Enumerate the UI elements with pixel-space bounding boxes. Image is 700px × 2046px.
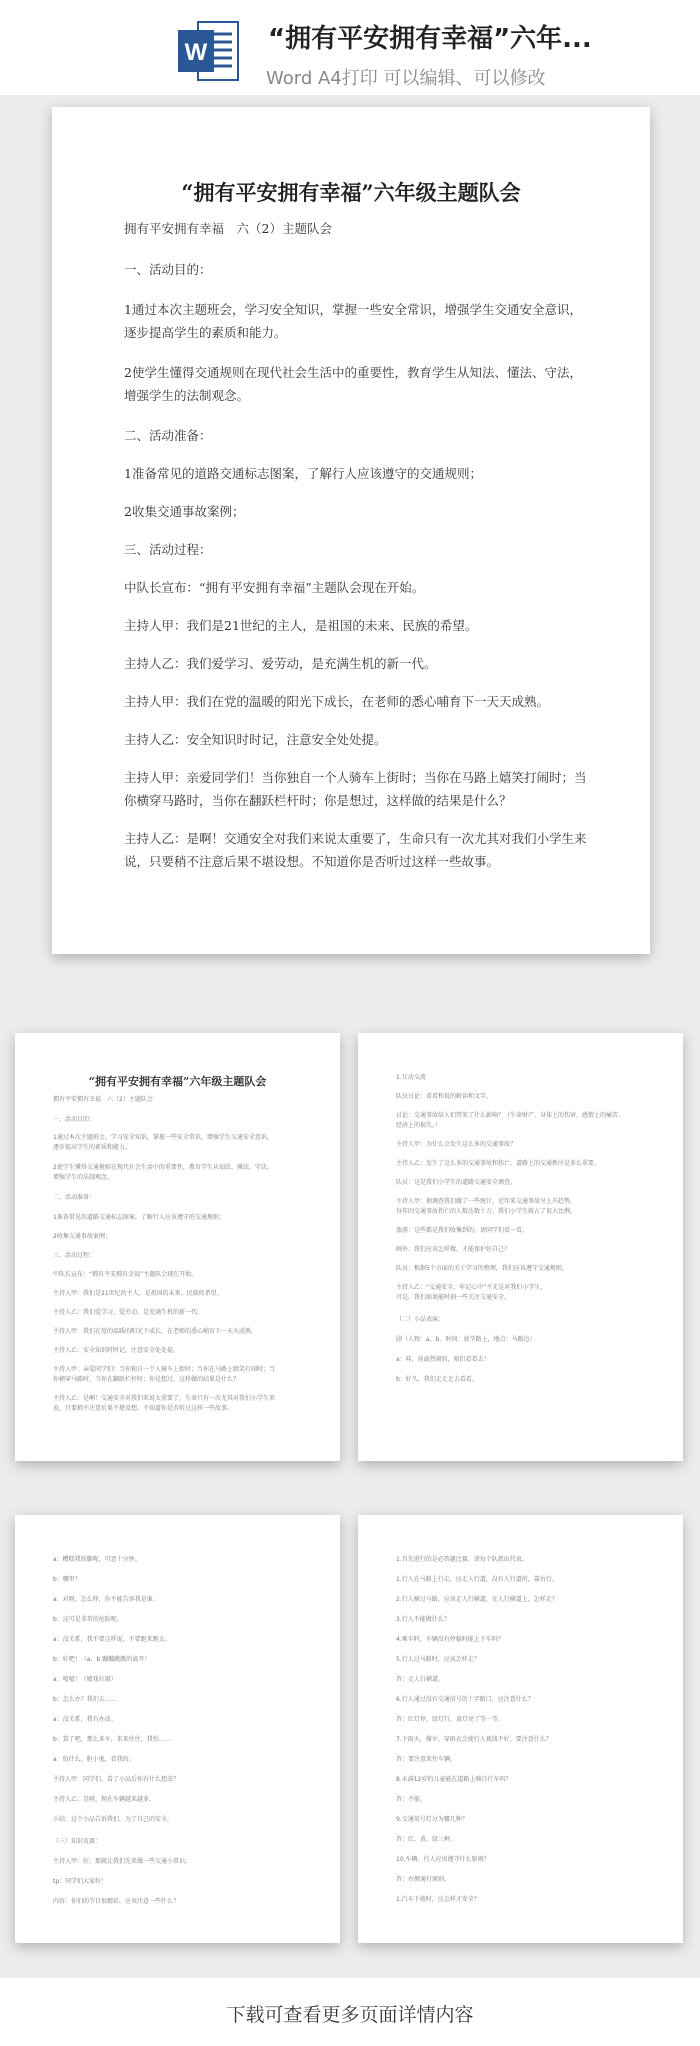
preview-line: 讨论：交通事故给人们带来了什么影响？（生命财产、身体上的伤害、感情上的痛苦、 <box>396 1112 625 1119</box>
preview-line: 6.行人通过没有交通信号的十字路口，应注意什么？ <box>396 1696 534 1703</box>
preview-title: “拥有平安拥有幸福”六年级主题队会 <box>88 1075 267 1088</box>
preview-line: 9.交通信号灯分为哪几种？ <box>396 1816 468 1823</box>
document-line: 拥有平安拥有幸福 六（2）主题队会 <box>124 221 332 236</box>
preview-line: a：怕什么，胆小鬼，看我的。 <box>53 1756 135 1763</box>
preview-line: 答：右侧通行原则。 <box>396 1876 451 1883</box>
preview-line: 答：红、黄、绿三种。 <box>396 1836 457 1843</box>
footer <box>0 1978 700 2046</box>
preview-line: 旅游：这些都是我们收集到的，请同学们看一看。 <box>396 1227 529 1234</box>
document-line: 2使学生懂得交通规则在现代社会生活中的重要性，教育学生从知法、懂法、守法， <box>124 365 582 380</box>
document-line: 主持人乙：安全知识时时记，注意安全处处提。 <box>124 732 387 747</box>
document-line: 说，只要稍不注意后果不堪设想。不知道你是否听过这样一些故事。 <box>124 854 500 869</box>
preview-line: b：算了吧，那么多车，来来往往，我怕…… <box>53 1736 171 1743</box>
preview-page-4[interactable] <box>358 1515 683 1943</box>
preview-line: b：怎么办？我们去…… <box>53 1696 117 1703</box>
preview-line: 队员讨论：看看和说的解读和文字。 <box>396 1093 493 1100</box>
preview-line: 2收集交通事故案例； <box>53 1233 111 1240</box>
preview-line: 队员：这是我们小学生的道路交通安全调查。 <box>396 1179 517 1186</box>
preview-line: 1.汽车下坡时，应怎样才安全？ <box>396 1896 480 1903</box>
preview-line: 每年因交通事故伤亡的人数达数十万。我们小学生就占了很大比例。 <box>396 1208 577 1215</box>
document-line: 2收集交通事故案例； <box>124 504 245 519</box>
preview-line: 经济上的损失。） <box>396 1122 442 1129</box>
preview-line: 4.乘车时，车辆没有停稳时能上下车吗？ <box>396 1636 504 1643</box>
preview-line: 5.行人过马路时，应该怎样走？ <box>396 1656 480 1663</box>
preview-line: 答：红灯停，绿灯行，黄灯亮了等一等。 <box>396 1716 505 1723</box>
preview-line: 主持人乙：是啊！交通安全对我们来说太重要了，生命只有一次尤其对我们小学生来 <box>53 1395 276 1402</box>
preview-line: a：没关系，我有办法。 <box>53 1716 117 1723</box>
preview-line: 答：要注意来往车辆。 <box>396 1756 457 1763</box>
preview-line: 主持人甲：我们在党的温暖的阳光下成长，在老师的悉心哺育下一天天成熟。 <box>53 1328 258 1335</box>
preview-line: tp：同学们大家好！ <box>53 1878 108 1885</box>
document-line: 中队长宣布：“拥有平安拥有幸福”主题队会现在开始。 <box>124 580 425 595</box>
preview-line: 主持人乙：安全知识时时记，注意安全处处提。 <box>53 1347 180 1354</box>
document-line: 二、活动准备： <box>124 428 212 443</box>
preview-line: （三）知识竞赛： <box>53 1838 102 1845</box>
document-line: 1通过本次主题班会，学习安全知识，掌握一些安全常识，增强学生交通安全意识， <box>124 302 582 317</box>
preview-line: 逐步提高学生的素质和能力。 <box>53 1144 132 1151</box>
document-line: 主持人甲：我们是21世纪的主人，是祖国的未来、民族的希望。 <box>124 618 478 633</box>
preview-page-1[interactable] <box>15 1033 340 1461</box>
preview-line: 说，只要稍不注意后果不堪设想。不知道你是否听过这样一些故事。 <box>53 1405 234 1412</box>
document-line: 三、活动过程： <box>124 542 212 557</box>
document-line: 主持人乙：我们爱学习、爱劳动，是充满生机的新一代。 <box>124 656 437 671</box>
preview-line: 1准备常见的道路交通标志图案，了解行人应该遵守的交通规则； <box>53 1214 225 1221</box>
document-page-main <box>52 107 650 954</box>
preview-line: 主持人乙：“交通安全，牢记心中”不光是对我们小学生， <box>396 1284 547 1291</box>
preview-line: 主持人乙：发生了这么多的交通事故和伤亡，道路上的交通秩序是多么重要。 <box>396 1160 601 1167</box>
preview-line: 增强学生的法制观念。 <box>53 1174 114 1181</box>
preview-line: （二）小品表演： <box>396 1316 445 1323</box>
preview-line: 8.未满12岁的儿童能在道路上骑自行车吗？ <box>396 1776 512 1783</box>
document-line: 主持人甲：亲爱同学们！当你独自一个人骑车上街时；当你在马路上嬉笑打闹时；当 <box>124 770 587 785</box>
preview-line: 2.行人横过马路，应该走人行横道，在人行横道上，怎样走？ <box>396 1596 558 1603</box>
preview-line: 1通过本次主题班会，学习安全知识，掌握一些安全常识，增强学生交通安全意识， <box>53 1134 273 1141</box>
page-title: “拥有平安拥有幸福”六年... <box>268 24 592 54</box>
preview-line: 剧（人物：a、b、时间：放学路上，地点：马路边） <box>396 1336 536 1343</box>
preview-line: b：好久，我们走走走去看看。 <box>396 1376 478 1383</box>
preview-line: 中队长宣布：“拥有平安拥有幸福”主题队会现在开始。 <box>53 1271 198 1278</box>
preview-line: b：哪里？ <box>53 1576 81 1583</box>
preview-line: 你横穿马路时，当你在翻跃栏杆时；你是想过，这样做的结果是什么？ <box>53 1376 240 1383</box>
preview-line: 1.首先进行的是必答题比赛，请每个队派出代表。 <box>396 1556 528 1563</box>
document-line: 逐步提高学生的素质和能力。 <box>124 325 287 340</box>
preview-line: 3.行人不能做什么？ <box>396 1616 450 1623</box>
page-subtitle: Word A4打印 可以编辑、可以修改 <box>266 68 546 89</box>
preview-line: 主持人甲：同学们，看了小品后你有什么想法？ <box>53 1776 180 1783</box>
preview-line: 2使学生懂得交通规则在现代社会生活中的重要性，教育学生从知法、懂法、守法， <box>53 1164 273 1171</box>
preview-line: 主持人甲：据调查我们做了一些统计，近年来交通事故呈上升趋势， <box>396 1198 577 1205</box>
preview-line: a：哇，前面热闹的，咱们看看去！ <box>396 1356 490 1363</box>
download-more-link[interactable]: 下载可查看更多页面详情内容 <box>226 2004 474 2026</box>
preview-line: 队员：根据5个方面的关于学习的整理，我们应该遵守交通规则， <box>396 1265 568 1272</box>
document-line: 你横穿马路时，当你在翻跃栏杆时；你是想过，这样做的结果是什么？ <box>124 793 512 808</box>
preview-line: 一、活动目的： <box>53 1116 96 1123</box>
preview-line: 三、活动过程： <box>53 1252 96 1259</box>
document-line: 一、活动目的： <box>124 262 212 277</box>
word-icon-letter: W <box>184 39 208 66</box>
preview-line: 7.下雨天，撑伞、穿雨衣会使行人视线不好，要注意什么？ <box>396 1736 552 1743</box>
preview-page-3[interactable] <box>15 1515 340 1943</box>
header <box>0 0 700 95</box>
preview-line: 答：走人行横道。 <box>396 1676 445 1683</box>
preview-line: 二、活动准备： <box>53 1194 96 1201</box>
preview-line: a：嘻嘻！（嬉戏打闹） <box>53 1676 117 1683</box>
document-title: “拥有平安拥有幸福”六年级主题队会 <box>181 180 521 205</box>
document-line: 增强学生的法制观念。 <box>124 388 250 403</box>
preview-line: 可是，我们如果能时刻一些关注交通安全， <box>396 1294 511 1301</box>
preview-line: 主持人乙：是呀，现在车辆越来越多， <box>53 1796 156 1803</box>
preview-line: b：好吧！（a、b 蹦蹦跳跳的离开） <box>53 1656 151 1663</box>
document-line: 主持人乙：是啊！交通安全对我们来说太重要了，生命只有一次尤其对我们小学生来 <box>124 831 587 846</box>
preview-line: 主持人甲：好，那就让我们先来做一些交通小常识。 <box>53 1858 192 1865</box>
preview-line: 主持人乙：我们爱学习、爱劳动，是充满生机的新一代。 <box>53 1309 204 1316</box>
preview-line: 1.互动交流 <box>396 1074 426 1081</box>
word-document-icon <box>176 18 240 84</box>
preview-line: 1.行人在马路上行走，应走人行道，没有人行道的，靠右行。 <box>396 1576 558 1583</box>
preview-page-2[interactable] <box>358 1033 683 1461</box>
preview-line: 10.车辆、行人应该遵守什么原则？ <box>396 1856 490 1863</box>
preview-line: 主持人甲：我们是21世纪的主人，是祖国的未来、民族的希望。 <box>53 1290 223 1297</box>
preview-line: b：这可是非常的危险呢。 <box>53 1616 123 1623</box>
preview-line: 主持人甲：亲爱同学们！当你独自一个人骑车上街时；当你在马路上嬉笑打闹时；当 <box>53 1366 276 1373</box>
preview-line: a：没关系，我不要这样说，不要跑来跑去。 <box>53 1636 171 1643</box>
preview-line: 拥有平安拥有幸福 六（2）主题队会 <box>53 1096 153 1103</box>
preview-line: 画外：我们应该怎样做，才能保护好自己？ <box>396 1246 511 1253</box>
preview-line: a：对呀，怎么样，你不能告诉我是谁。 <box>53 1596 159 1603</box>
preview-line: 小结：这个小品告诉我们，为了自己的安全， <box>53 1816 174 1823</box>
preview-line: 答：不能。 <box>396 1796 427 1803</box>
preview-line: 内容：你们的节目很精彩，应该注意一些什么？ <box>53 1898 180 1905</box>
document-line: 主持人甲：我们在党的温暖的阳光下成长，在老师的悉心哺育下一天天成熟。 <box>124 694 550 709</box>
preview-line: a：糟糕我的脚呢，可恶十分钟。 <box>53 1556 141 1563</box>
preview-line: 主持人甲：为什么会发生这么多的交通事故？ <box>396 1141 517 1148</box>
document-line: 1准备常见的道路交通标志图案，了解行人应该遵守的交通规则； <box>124 466 482 481</box>
